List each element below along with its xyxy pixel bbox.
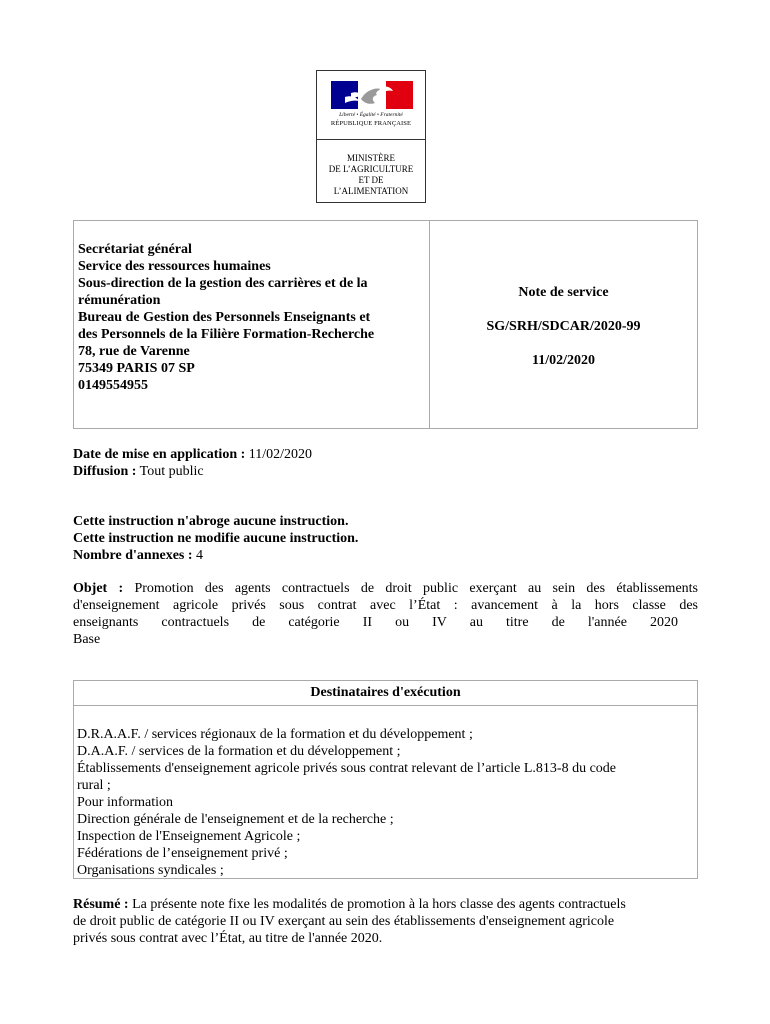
sender-line: Bureau de Gestion des Personnels Enseignants et — [78, 310, 371, 325]
objet-line: enseignants contractuels de catégorie II ou IV au titre de l'année 2020 — [73, 615, 678, 630]
objet-section — [73, 580, 698, 648]
resume-line-text: La présente note fixe les modalités de promotion à la hors classe des agents contractuels — [132, 897, 626, 912]
abroge-text: Cette instruction n'abroge aucune instruction. — [73, 514, 349, 529]
marianne-bloc — [317, 71, 425, 140]
destinataire-line: D.R.A.A.F. / services régionaux de la formation et du développement ; — [77, 727, 473, 742]
sender-address — [74, 221, 430, 428]
ministry-logo — [316, 70, 426, 203]
header-table — [73, 220, 698, 429]
devise-text: Liberté • Égalité • Fraternité — [339, 112, 403, 118]
sender-line: 78, rue de Varenne — [78, 344, 190, 359]
instruction-info — [73, 513, 698, 564]
application-info — [73, 446, 698, 480]
ministere-line: MINISTÈRE — [347, 153, 395, 163]
application-date-label: Date de mise en application : — [73, 447, 246, 462]
note-reference: SG/SRH/SDCAR/2020-99 — [486, 319, 641, 334]
annexes — [73, 547, 698, 564]
sender-line: Secrétariat général — [78, 242, 192, 257]
annexes-label: Nombre d'annexes : — [73, 548, 193, 563]
sender-line: Service des ressources humaines — [78, 259, 271, 274]
objet-label: Objet : — [73, 581, 124, 596]
destinataire-line: rural ; — [77, 778, 111, 793]
destinataire-line: Direction générale de l'enseignement et de la recherche ; — [77, 812, 394, 827]
destinataire-line: Pour information — [77, 795, 174, 810]
resume-line: de droit public de catégorie II ou IV exerçant au sein des établissements d'enseignement agricole — [73, 914, 615, 929]
objet-line-text: Promotion des agents contractuels de droit public exerçant au sein des établissements — [134, 581, 698, 596]
objet-line: Base — [73, 632, 101, 647]
sender-line: des Personnels de la Filière Formation-Recherche — [78, 327, 375, 342]
destinataires-title: Destinataires d'exécution — [74, 681, 697, 706]
resume-section — [73, 896, 698, 947]
note-date: 11/02/2020 — [531, 353, 595, 368]
destinataires-list — [74, 706, 697, 879]
resume-line: privés sous contrat avec l’État, au titre de l'année 2020. — [73, 931, 383, 946]
republique-text: RÉPUBLIQUE FRANÇAISE — [330, 120, 412, 127]
note-title: Note de service — [518, 285, 609, 300]
destinataire-line: Organisations syndicales ; — [77, 863, 224, 878]
diffusion — [73, 463, 698, 480]
resume-label: Résumé : — [73, 897, 129, 912]
application-date — [73, 446, 698, 463]
ministere-line: L’ALIMENTATION — [333, 186, 409, 196]
destinataire-line: D.A.A.F. / services de la formation et du développement ; — [77, 744, 401, 759]
note-info — [430, 221, 697, 428]
ministere-line: ET DE — [358, 175, 384, 185]
sender-line: Sous-direction de la gestion des carrières et de la — [78, 276, 368, 291]
diffusion-value: Tout public — [139, 464, 204, 479]
annexes-value: 4 — [196, 548, 204, 563]
marianne-icon — [331, 81, 413, 109]
diffusion-label: Diffusion : — [73, 464, 137, 479]
objet-line — [73, 580, 698, 597]
ministere-line: DE L’AGRICULTURE — [328, 164, 414, 174]
destinataires-table — [73, 680, 698, 879]
sender-line: 75349 PARIS 07 SP — [78, 361, 195, 376]
destinataire-line: Fédérations de l’enseignement privé ; — [77, 846, 288, 861]
modifie-text: Cette instruction ne modifie aucune instruction. — [73, 531, 359, 546]
sender-line: rémunération — [78, 293, 161, 308]
application-date-value: 11/02/2020 — [248, 447, 313, 462]
destinataire-line: Inspection de l'Enseignement Agricole ; — [77, 829, 301, 844]
objet-line: d'enseignement agricole privés sous contrat avec l’État : avancement à la hors classe des — [73, 598, 698, 613]
sender-line: 0149554955 — [78, 378, 148, 393]
resume-line — [73, 896, 698, 913]
ministere-name — [317, 140, 425, 197]
destinataire-line: Établissements d'enseignement agricole privés sous contrat relevant de l’article L.813-8 du code — [77, 761, 617, 776]
